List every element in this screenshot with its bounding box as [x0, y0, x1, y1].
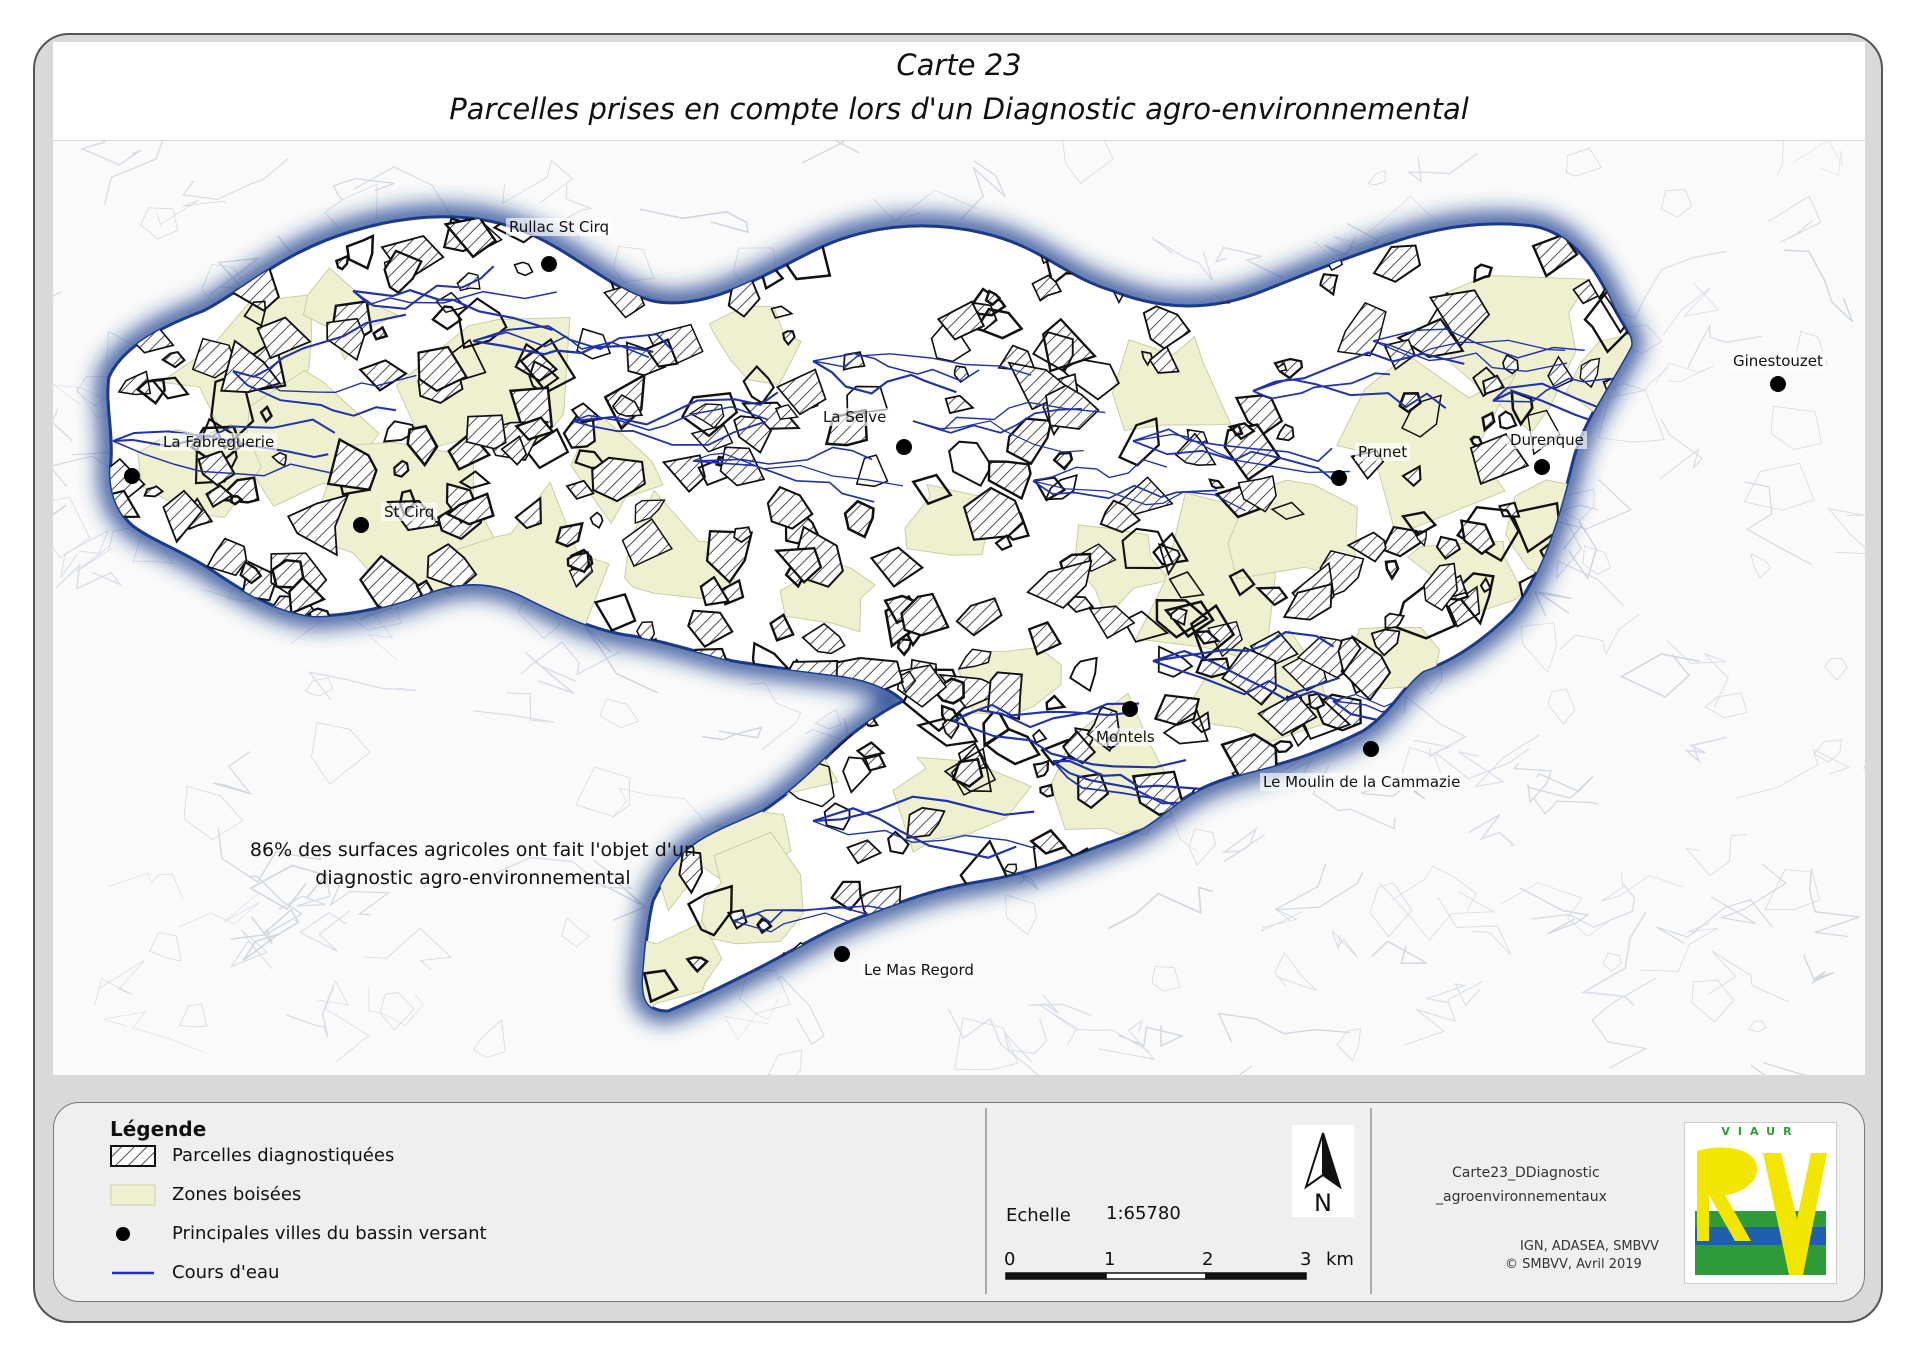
city-label-rullac-st-cirq: Rullac St Cirq	[506, 218, 612, 236]
city-dot-icon	[541, 256, 557, 272]
blue-line-icon	[110, 1262, 156, 1284]
legend-label: Principales villes du bassin versant	[172, 1223, 487, 1244]
scale-tick-2: 2	[1202, 1249, 1214, 1270]
legend-separator	[1370, 1108, 1372, 1294]
city-dot-icon	[353, 517, 369, 533]
viaur-logo-text: VIAUR	[1721, 1125, 1800, 1138]
city-dot-icon	[1122, 701, 1138, 717]
hatched-square-icon	[110, 1145, 156, 1167]
legend-separator	[985, 1108, 987, 1294]
map-title: Parcelles prises en compte lors d'un Diagnostic agro-environnemental	[449, 92, 1469, 126]
city-label-la-fabreguerie: La Fabreguerie	[160, 433, 277, 451]
scale-tick-3: 3	[1300, 1249, 1312, 1270]
woodland-swatch-icon	[110, 1184, 156, 1206]
file-name-line-2: _agroenvironnementaux	[1436, 1189, 1607, 1205]
viaur-logo	[1684, 1122, 1837, 1284]
sources-line-2: © SMBVV, Avril 2019	[1505, 1257, 1642, 1272]
city-label-montels: Montels	[1093, 728, 1158, 746]
scale-unit: km	[1326, 1249, 1354, 1270]
legend-label: Zones boisées	[172, 1184, 302, 1205]
viaur-logo-icon	[1685, 1123, 1836, 1283]
city-dot-icon	[896, 439, 912, 455]
legend-label: Parcelles diagnostiquées	[172, 1145, 395, 1166]
statement-line-1: 86% des surfaces agricoles ont fait l'objet d'un	[249, 839, 697, 861]
map-area[interactable]	[53, 141, 1865, 1075]
city-dot-icon	[124, 468, 140, 484]
city-dot-icon	[1363, 741, 1379, 757]
city-label-le-mas-regord: Le Mas Regord	[861, 961, 977, 979]
statement-line-2: diagnostic agro-environnemental	[315, 867, 631, 889]
sources-line-1: IGN, ADASEA, SMBVV	[1520, 1239, 1659, 1254]
north-letter: N	[1314, 1189, 1332, 1217]
city-label-st-cirq: St Cirq	[381, 503, 437, 521]
city-label-durenque: Durenque	[1507, 431, 1587, 449]
scale-label: Echelle	[1006, 1205, 1071, 1226]
map-number-title: Carte 23	[896, 48, 1022, 82]
city-dot-icon	[1770, 376, 1786, 392]
city-label-la-selve: La Selve	[820, 408, 889, 426]
north-arrow	[1292, 1125, 1354, 1217]
city-label-ginestouzet: Ginestouzet	[1730, 352, 1826, 370]
scale-bar	[1005, 1271, 1310, 1283]
scale-tick-1: 1	[1104, 1249, 1116, 1270]
city-label-prunet: Prunet	[1355, 443, 1410, 461]
black-dot-icon	[110, 1223, 156, 1245]
legend-label: Cours d'eau	[172, 1262, 280, 1283]
scale-tick-0: 0	[1004, 1249, 1016, 1270]
legend-title: Légende	[110, 1117, 207, 1141]
city-dot-icon	[834, 946, 850, 962]
title-box	[53, 42, 1865, 140]
file-name-line-1: Carte23_DDiagnostic	[1452, 1165, 1600, 1181]
statement-text	[173, 836, 773, 892]
map-canvas	[53, 141, 1865, 1075]
scale-ratio: 1:65780	[1106, 1203, 1181, 1224]
city-label-le-moulin-de-la-cammazie: Le Moulin de la Cammazie	[1260, 773, 1463, 791]
city-dot-icon	[1534, 459, 1550, 475]
city-dot-icon	[1331, 470, 1347, 486]
